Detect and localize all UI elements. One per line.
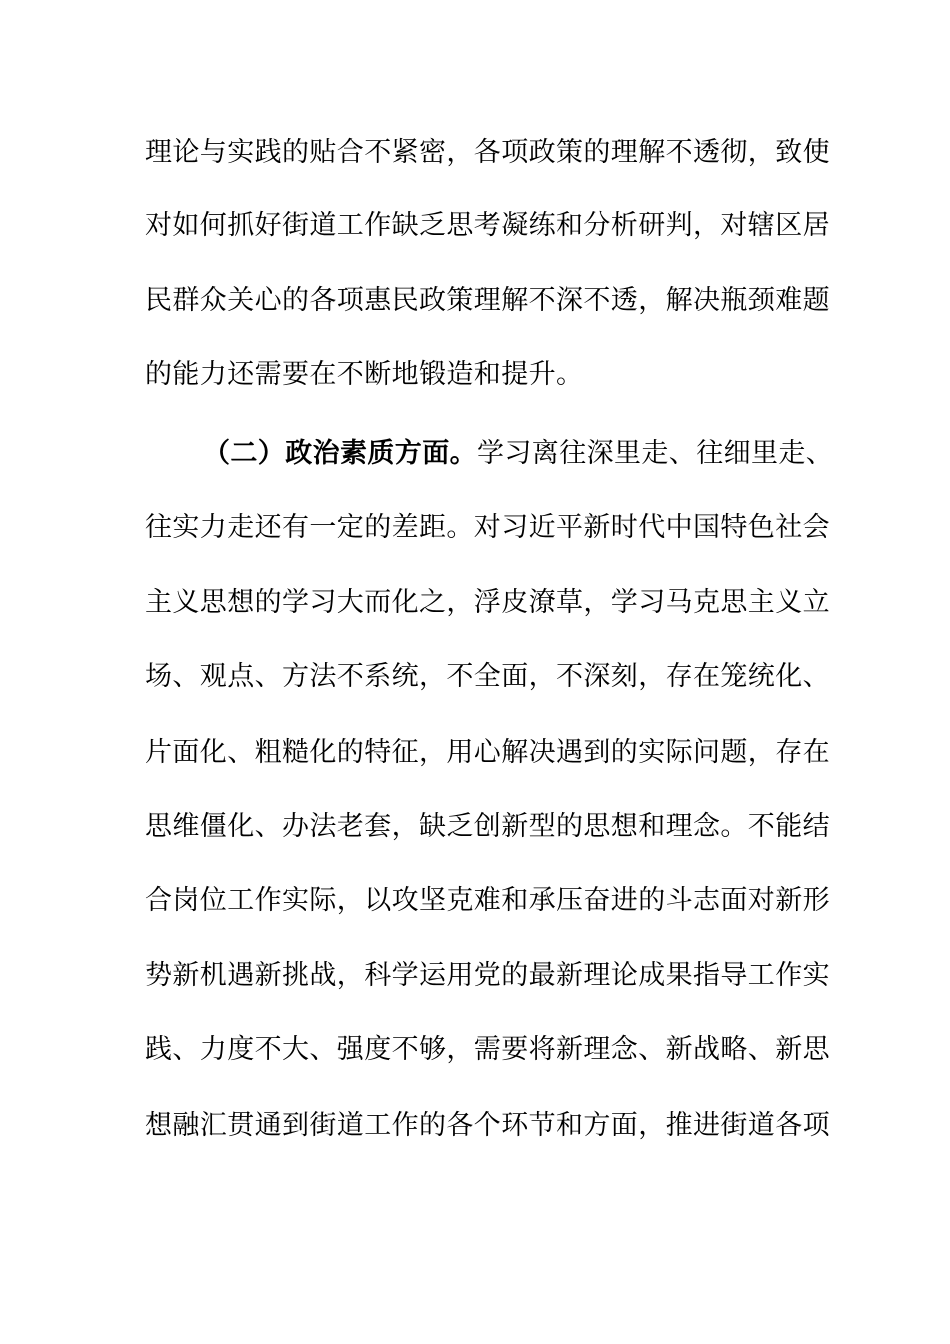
paragraph-1-line-4: 的能力还需要在不断地锻造和提升。 [145, 359, 584, 390]
paragraph-1-line-2: 对如何抓好街道工作缺乏思考凝练和分析研判，对辖区居 [145, 210, 830, 241]
paragraph-2-line-8: 势新机遇新挑战，科学运用党的最新理论成果指导工作实 [145, 960, 830, 991]
paragraph-2-line-10: 想融汇贯通到街道工作的各个环节和方面，推进街道各项 [145, 1110, 830, 1141]
paragraph-2-line-1-text: 学习离往深里走、往细里走、 [477, 438, 834, 469]
paragraph-2-line-2: 往实力走还有一定的差距。对习近平新时代中国特色社会 [145, 512, 830, 543]
paragraph-2-line-5: 片面化、粗糙化的特征，用心解决遇到的实际问题，存在 [145, 737, 830, 768]
paragraph-2-line-7: 合岗位工作实际，以攻坚克难和承压奋进的斗志面对新形 [145, 885, 830, 916]
paragraph-2-line-9: 践、力度不大、强度不够，需要将新理念、新战略、新思 [145, 1034, 830, 1065]
paragraph-2-line-6: 思维僵化、办法老套，缺乏创新型的思想和理念。不能结 [145, 811, 830, 842]
paragraph-2-line-1 [203, 434, 834, 474]
paragraph-1-line-3: 民群众关心的各项惠民政策理解不深不透，解决瓶颈难题 [145, 285, 830, 316]
paragraph-2-line-4: 场、观点、方法不系统，不全面，不深刻，存在笼统化、 [145, 661, 830, 692]
paragraph-2-line-3: 主义思想的学习大而化之，浮皮潦草，学习马克思主义立 [145, 587, 830, 618]
section-heading: （二）政治素质方面。 [203, 438, 477, 469]
paragraph-1-line-1: 理论与实践的贴合不紧密，各项政策的理解不透彻，致使 [145, 137, 830, 168]
